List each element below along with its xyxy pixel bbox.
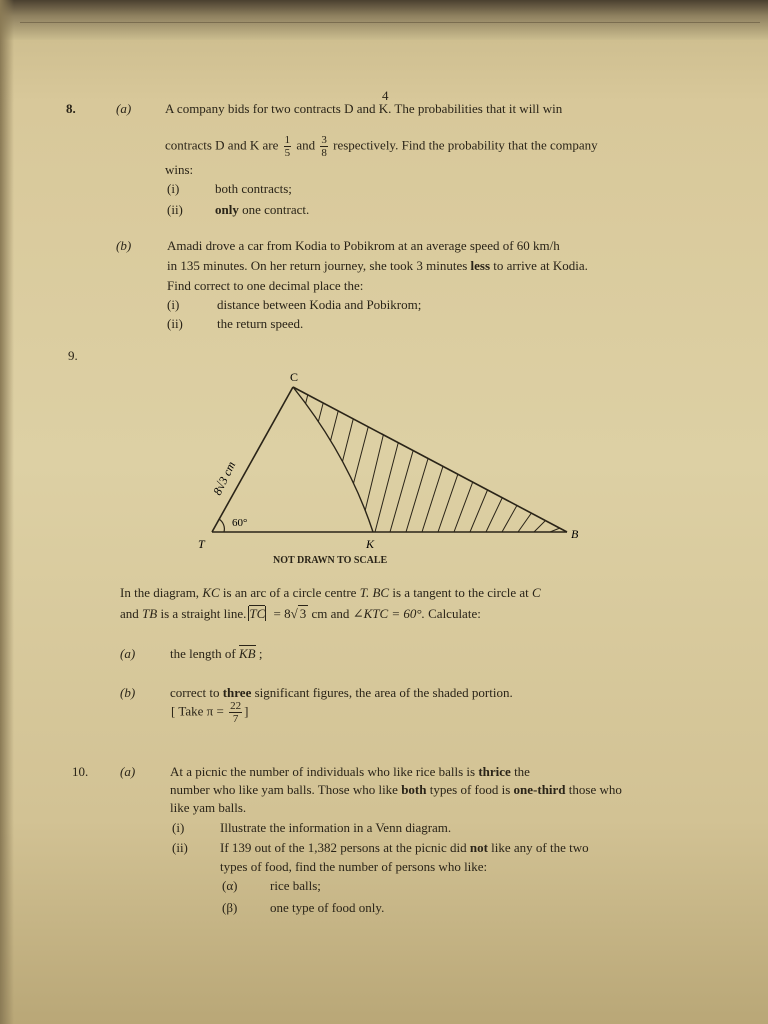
q8b-line2: in 135 minutes. On her return journey, she took 3 minutes less to arrive at Kodia.	[167, 258, 588, 273]
q8b-ii-label: (ii)	[167, 316, 183, 331]
fraction-one-fifth: $\frac{1}{5}$	[284, 134, 291, 159]
q8a-label: (a)	[116, 101, 132, 116]
q10a-i-text: Illustrate the information in a Venn diagram.	[220, 820, 452, 835]
q10a-beta-text: one type of food only.	[270, 900, 385, 915]
q8a-i-label: (i)	[167, 181, 180, 196]
q10a-line1: At a picnic the number of individuals who like rice balls is thrice the	[170, 764, 530, 779]
q9b-label: (b)	[120, 685, 136, 700]
fraction-three-eighths: $\frac{3}{8}$	[321, 134, 327, 159]
binding-shadow	[0, 0, 14, 1024]
q10a-label: (a)	[120, 764, 136, 779]
q9b-take-pi: [ Take π = $\frac{22}{7}$ ]	[171, 700, 249, 725]
q10a-ii-line2: types of food, find the number of persons who like:	[220, 859, 488, 874]
q8a-line1: A company bids for two contracts D and K. The probabilities that it will win	[165, 101, 563, 116]
q8b-ii-text: the return speed.	[217, 316, 304, 331]
side-length-label: 8√3 cm	[210, 459, 239, 498]
label-t: T	[198, 537, 205, 551]
fraction-pi: $\frac{22}{7}$	[230, 700, 242, 725]
q10a-ii-label: (ii)	[172, 840, 188, 855]
diagram-caption: NOT DRAWN TO SCALE	[273, 555, 388, 566]
q8a-line3: wins:	[165, 162, 194, 177]
page-number: 4	[382, 88, 389, 103]
q8b-line3: Find correct to one decimal place the:	[167, 278, 364, 293]
q10a-ii-line1: If 139 out of the 1,382 persons at the picnic did not like any of the two	[220, 840, 589, 855]
q8b-i-text: distance between Kodia and Pobikrom;	[217, 297, 422, 312]
q8b-line1: Amadi drove a car from Kodia to Pobikrom at an average speed of 60 km/h	[167, 238, 560, 253]
q8a-ii-text: only one contract.	[215, 202, 310, 217]
q9-diagram	[190, 366, 590, 566]
q8a-i-text: both contracts;	[215, 181, 292, 196]
q8a-line2: contracts D and K are $\frac{1}{5}$ and $\frac{3}{8}$ respectively. Find the probability that the company	[165, 134, 598, 159]
q9-number: 9.	[68, 348, 78, 363]
q8b-label: (b)	[116, 238, 132, 253]
q10a-line2: number who like yam balls. Those who like both types of food is one-third those who	[170, 782, 622, 797]
q8-number: 8.	[66, 101, 76, 116]
angle-arc	[219, 519, 224, 532]
label-k: K	[366, 537, 375, 551]
page-top-edge	[0, 0, 768, 40]
q10-number: 10.	[72, 764, 89, 779]
side-tc	[212, 387, 293, 532]
q10a-beta-label: (β)	[222, 900, 238, 915]
q9a-label: (a)	[120, 646, 136, 661]
q9a-text: the length of KB ;	[170, 646, 263, 661]
angle-label: 60°	[232, 517, 248, 529]
q10a-line3: like yam balls.	[170, 800, 247, 815]
q8a-line2-post: respectively. Find the probability that the company	[333, 137, 598, 153]
q10a-alpha-text: rice balls;	[270, 878, 321, 893]
page-fold-line	[20, 22, 760, 23]
q8a-line2-pre: contracts D and K are	[165, 137, 279, 153]
q8a-ii-label: (ii)	[167, 202, 183, 217]
tangent-bc	[293, 387, 567, 532]
label-b: B	[571, 527, 579, 541]
q9b-text: correct to three significant figures, the area of the shaded portion.	[170, 685, 513, 700]
q9-intro-line1: In the diagram, KC is an arc of a circle centre T. BC is a tangent to the circle at C	[120, 585, 541, 600]
q10a-i-label: (i)	[172, 820, 185, 835]
q8b-i-label: (i)	[167, 297, 180, 312]
q9-intro-line2: and TB is a straight line. TC = 8√ 3 cm and ∠KTC = 60°. Calculate:	[120, 606, 481, 621]
q10a-alpha-label: (α)	[222, 878, 238, 893]
label-c: C	[290, 370, 299, 384]
